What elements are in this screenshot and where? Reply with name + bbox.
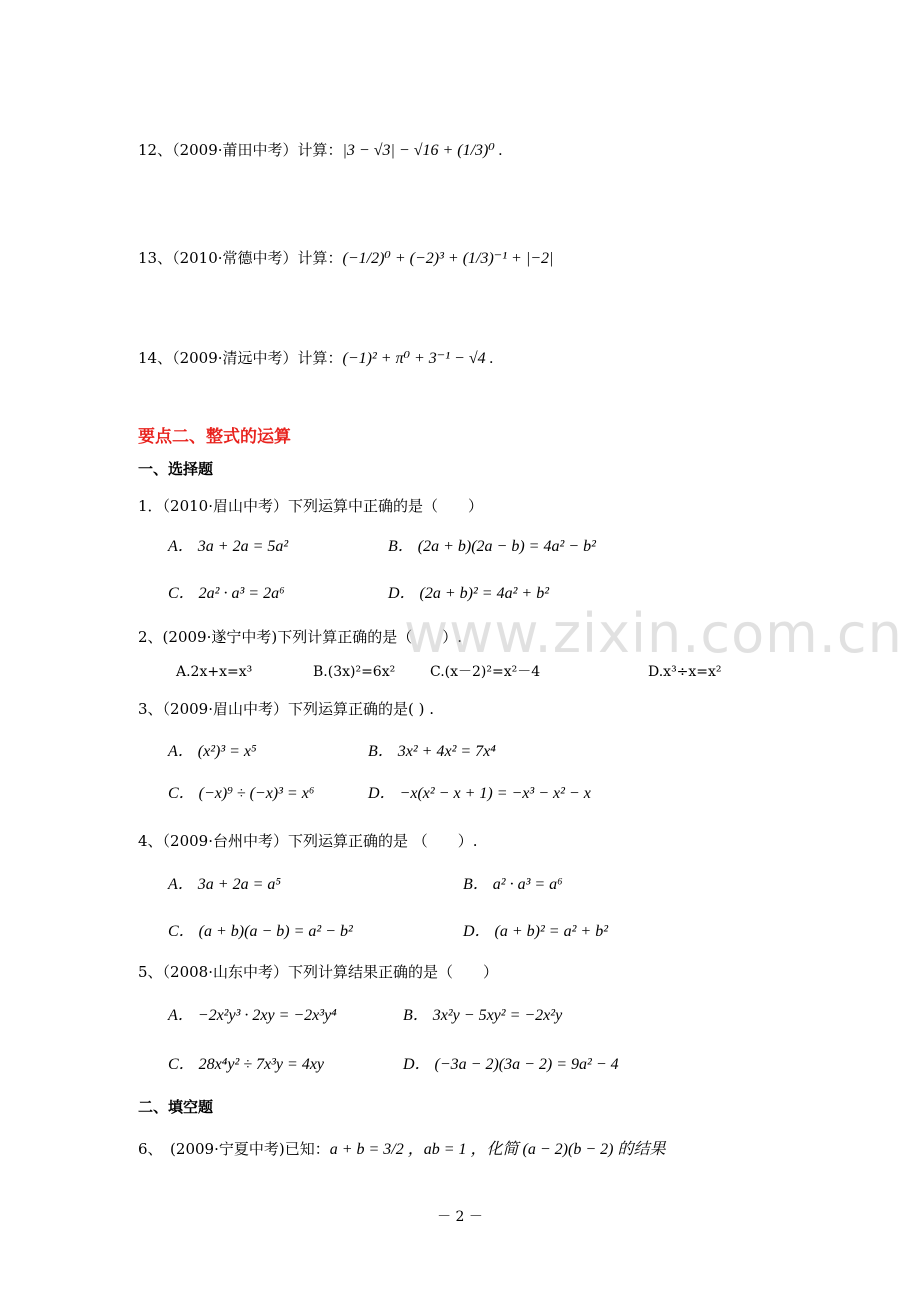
math-expression: a + b = 3/2 ，ab = 1 ，化简 (a − 2)(b − 2) 的结果 — [329, 1141, 666, 1158]
watermark: www.zixin.com.cn — [404, 602, 903, 665]
part-heading-fill: 二、填空题 — [138, 1098, 214, 1116]
question-14 — [138, 348, 494, 369]
option-c: C． (a + b)(a − b) = a² − b² — [168, 923, 353, 940]
option-d: D． −x(x² − x + 1) = −x³ − x² − x — [368, 785, 591, 802]
math-expression: (−1)² + π⁰ + 3⁻¹ − √4 . — [342, 350, 494, 367]
math-expression: |3 − √3| − √16 + (1/3)⁰ . — [342, 142, 503, 159]
option-c: C.(x－2)²=x²－4 — [430, 664, 541, 680]
option-a: A.2x+x=x³ — [176, 664, 253, 680]
option-b: B． a² · a³ = a⁶ — [463, 876, 563, 893]
fill-question-6 — [138, 1139, 665, 1160]
option-b: B.(3x)²=6x² — [313, 664, 396, 680]
option-b: B． 3x²y − 5xy² = −2x²y — [403, 1007, 563, 1024]
question-13 — [138, 248, 553, 269]
choice-question-5: 5、（2008·山东中考）下列计算结果正确的是（ ） — [138, 963, 498, 981]
question-label: 13、（2010·常德中考）计算： — [138, 249, 343, 267]
choice-question-4: 4、（2009·台州中考）下列运算正确的是 （ ）. — [138, 832, 478, 850]
option-b: B． (2a + b)(2a − b) = 4a² − b² — [388, 538, 596, 555]
option-c: C． (−x)⁹ ÷ (−x)³ = x⁶ — [168, 785, 315, 802]
option-c: C． 28x⁴y² ÷ 7x³y = 4xy — [168, 1056, 325, 1073]
option-a: A． 3a + 2a = a⁵ — [168, 876, 281, 893]
option-a: A． (x²)³ = x⁵ — [168, 743, 257, 760]
part-heading-choice: 一、选择题 — [138, 460, 214, 478]
question-label: 12、（2009·莆田中考）计算： — [138, 141, 343, 159]
choice-question-3: 3、（2009·眉山中考）下列运算正确的是( ) . — [138, 700, 434, 718]
option-a: A． 3a + 2a = 5a² — [168, 538, 289, 555]
question-label: 14、（2009·清远中考）计算： — [138, 349, 343, 367]
section-heading: 要点二、整式的运算 — [138, 427, 291, 447]
option-b: B． 3x² + 4x² = 7x⁴ — [368, 743, 496, 760]
page-number: － 2 － — [437, 1209, 483, 1225]
option-d: D.x³÷x=x² — [648, 664, 722, 680]
option-d: D． (−3a − 2)(3a − 2) = 9a² − 4 — [403, 1056, 619, 1073]
option-c: C． 2a² · a³ = 2a⁶ — [168, 585, 285, 602]
question-label: 6、 (2009·宁夏中考)已知： — [138, 1140, 330, 1158]
option-a: A． −2x²y³ · 2xy = −2x³y⁴ — [168, 1007, 337, 1024]
choice-question-2: 2、(2009·遂宁中考)下列计算正确的是（ ）. — [138, 628, 462, 646]
option-d: D． (2a + b)² = 4a² + b² — [388, 585, 549, 602]
option-d: D． (a + b)² = a² + b² — [463, 923, 608, 940]
math-expression: (−1/2)⁰ + (−2)³ + (1/3)⁻¹ + |−2| — [342, 250, 554, 267]
choice-question-1: 1．（2010·眉山中考）下列运算中正确的是（ ） — [138, 497, 483, 515]
question-12 — [138, 140, 503, 161]
